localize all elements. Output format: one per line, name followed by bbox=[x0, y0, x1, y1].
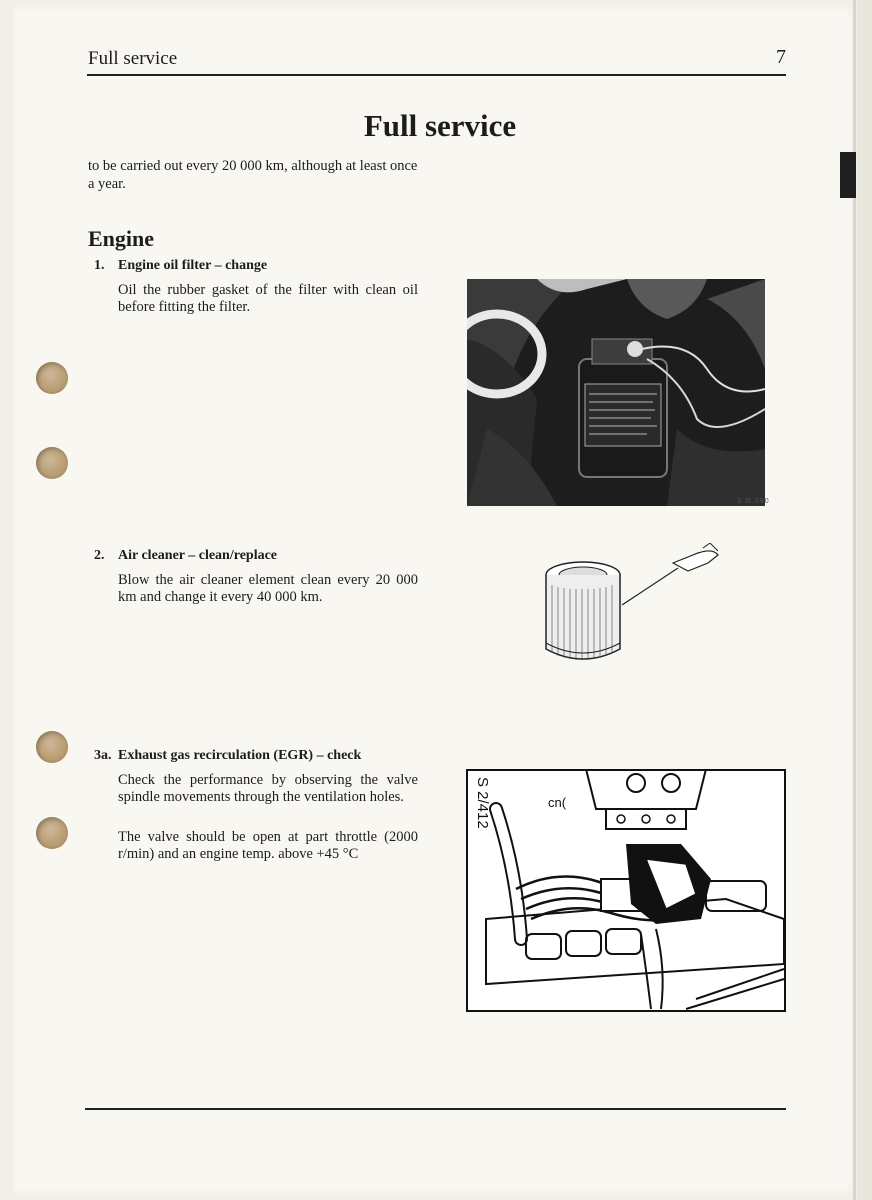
section-heading: Engine bbox=[88, 226, 155, 251]
item-number: 3a. bbox=[94, 748, 112, 763]
page-edge-right bbox=[857, 0, 872, 1200]
item-text: Check the performance by observing the valve spindle movements through the ventilation holes. bbox=[118, 772, 418, 805]
drawing-code: S 2/412 bbox=[474, 777, 491, 829]
item-text: Oil the rubber gasket of the filter with clean oil before fitting the filter. bbox=[118, 282, 418, 315]
egr-valve-drawing bbox=[466, 769, 786, 1012]
item-text: The valve should be open at part throttle (2000 r/min) and an engine temp. above +45 °C bbox=[118, 829, 418, 862]
item-heading-air-cleaner bbox=[94, 548, 277, 564]
item-text: Blow the air cleaner element clean every 20 000 km and change it every 40 000 km. bbox=[118, 572, 418, 605]
item-title: Exhaust gas recirculation (EGR) – check bbox=[118, 748, 362, 763]
photo-code: S G 090 bbox=[737, 498, 770, 505]
page-title: Full service bbox=[363, 108, 517, 143]
binder-hole-3 bbox=[36, 731, 68, 763]
item-number: 1. bbox=[94, 258, 105, 273]
item-title: Air cleaner – clean/replace bbox=[118, 548, 278, 563]
item-heading-oil-filter bbox=[94, 258, 267, 274]
thumb-index-tab bbox=[840, 152, 856, 198]
header-rule bbox=[87, 74, 786, 76]
oil-filter-photo bbox=[467, 279, 765, 506]
svg-text:cn(: cn( bbox=[548, 795, 567, 810]
footer-rule bbox=[85, 1108, 786, 1110]
binder-hole-2 bbox=[36, 447, 68, 479]
item-title: Engine oil filter – change bbox=[118, 258, 268, 273]
page-number: 7 bbox=[776, 46, 786, 68]
intro-text: to be carried out every 20 000 km, although at least once a year. bbox=[88, 158, 418, 192]
item-heading-egr bbox=[94, 748, 361, 764]
air-cleaner-illustration bbox=[538, 543, 728, 668]
binder-hole-4 bbox=[36, 817, 68, 849]
running-title: Full service bbox=[88, 48, 178, 69]
binder-hole-1 bbox=[36, 362, 68, 394]
item-number: 2. bbox=[94, 548, 105, 563]
